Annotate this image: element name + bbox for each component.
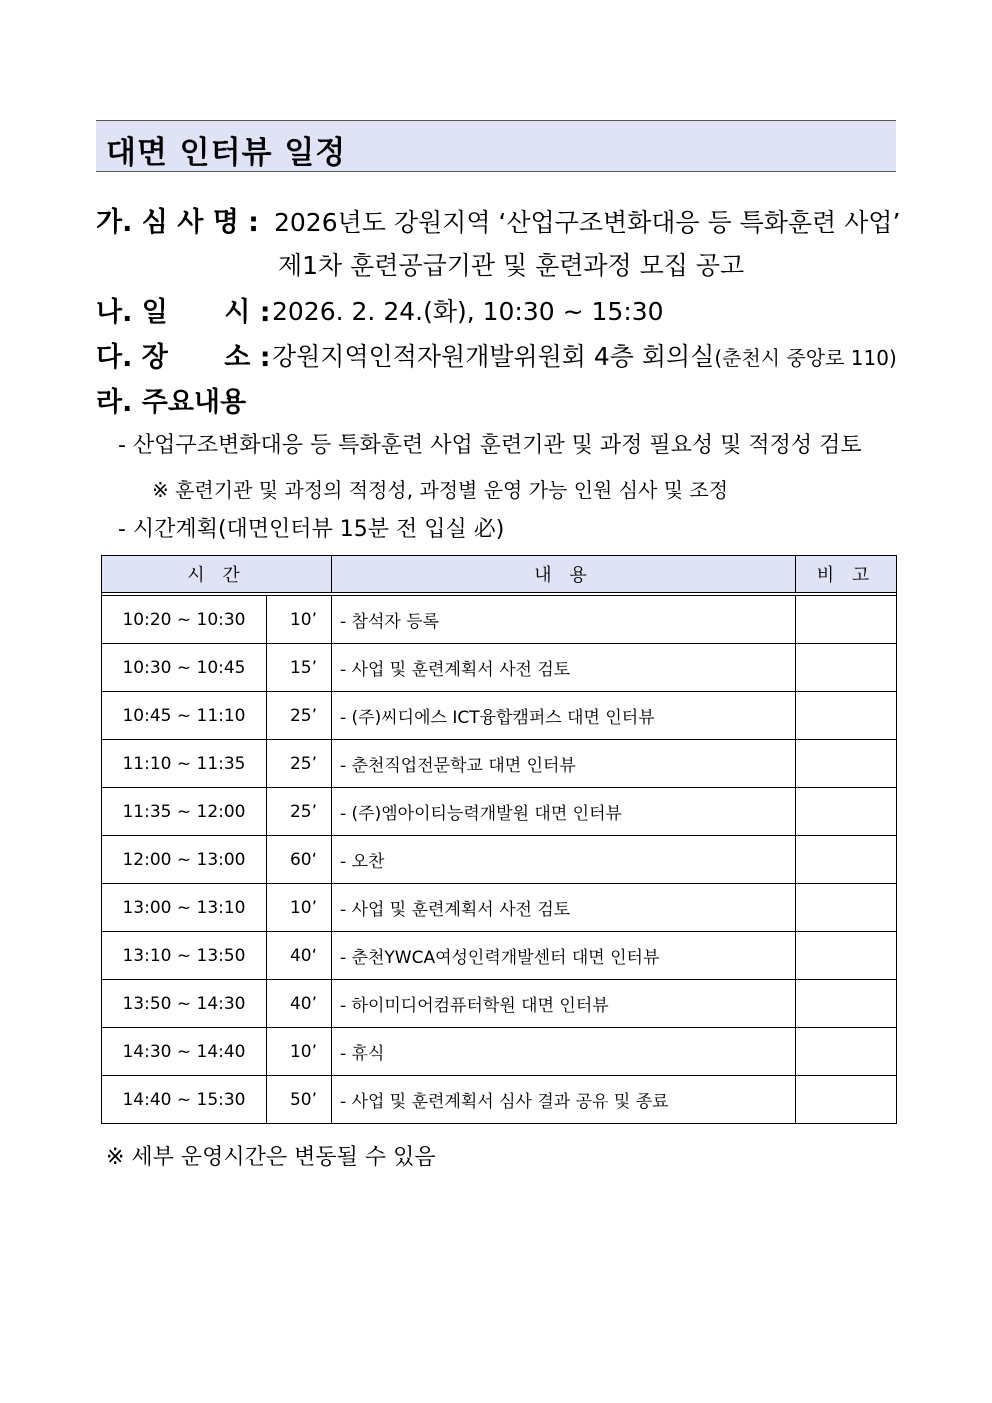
row-duration: 40‘ — [267, 932, 332, 980]
table-row — [102, 644, 897, 692]
row-time: 10:45 ~ 11:10 — [102, 692, 267, 740]
row-time: 11:35 ~ 12:00 — [102, 788, 267, 836]
footnote: ※ 세부 운영시간은 변동될 수 있음 — [106, 1145, 436, 1170]
item-c-label: 다. 장 소 : — [96, 342, 271, 373]
row-time: 10:20 ~ 10:30 — [102, 596, 267, 644]
header-time: 시 간 — [102, 556, 332, 593]
table-row — [102, 788, 897, 836]
row-content: - 춘천YWCA여성인력개발센터 대면 인터뷰 — [332, 932, 796, 980]
row-duration: 10’ — [267, 884, 332, 932]
item-c-value: 강원지역인적자원개발위원회 4층 회의실(춘천시 중앙로 110) — [272, 342, 897, 371]
row-content: - 사업 및 훈련계획서 심사 결과 공유 및 종료 — [332, 1076, 796, 1124]
row-time: 14:30 ~ 14:40 — [102, 1028, 267, 1076]
row-duration: 15’ — [267, 644, 332, 692]
row-time: 13:10 ~ 13:50 — [102, 932, 267, 980]
item-a-value-line2: 제1차 훈련공급기관 및 훈련과정 모집 공고 — [278, 251, 745, 280]
item-a-value-line1: 2026년도 강원지역 ‘산업구조변화대응 등 특화훈련 사업’ — [274, 208, 901, 237]
heading-bar — [96, 120, 896, 172]
row-content: - 휴식 — [332, 1028, 796, 1076]
row-duration: 40’ — [267, 980, 332, 1028]
row-remark — [796, 740, 897, 788]
item-b — [96, 290, 271, 329]
row-time: 11:10 ~ 11:35 — [102, 740, 267, 788]
table-row — [102, 836, 897, 884]
row-remark — [796, 932, 897, 980]
table-row — [102, 740, 897, 788]
row-duration: 10’ — [267, 1028, 332, 1076]
row-duration: 25’ — [267, 788, 332, 836]
row-remark — [796, 596, 897, 644]
header-content: 내 용 — [332, 556, 796, 593]
item-b-value: 2026. 2. 24.(화), 10:30 ~ 15:30 — [272, 297, 664, 326]
row-content: - 오찬 — [332, 836, 796, 884]
row-duration: 25’ — [267, 740, 332, 788]
table-row — [102, 692, 897, 740]
row-time: 14:40 ~ 15:30 — [102, 1076, 267, 1124]
row-duration: 50’ — [267, 1076, 332, 1124]
table-row — [102, 1076, 897, 1124]
item-c-address: (춘천시 중앙로 110) — [714, 346, 897, 370]
item-d-note: ※ 훈련기관 및 과정의 적정성, 과정별 운영 가능 인원 심사 및 조정 — [152, 478, 729, 502]
item-d-label: 라. 주요내용 — [96, 387, 247, 418]
table-row — [102, 980, 897, 1028]
schedule-table — [101, 555, 897, 1124]
row-content: - 춘천직업전문학교 대면 인터뷰 — [332, 740, 796, 788]
item-c — [96, 335, 271, 374]
item-d-bullet-1: - 산업구조변화대응 등 특화훈련 사업 훈련기관 및 과정 필요성 및 적정성 검토 — [118, 433, 862, 458]
row-duration: 25’ — [267, 692, 332, 740]
row-remark — [796, 644, 897, 692]
row-time: 12:00 ~ 13:00 — [102, 836, 267, 884]
row-remark — [796, 788, 897, 836]
row-remark — [796, 884, 897, 932]
row-remark — [796, 1028, 897, 1076]
row-remark — [796, 980, 897, 1028]
row-content: - 사업 및 훈련계획서 사전 검토 — [332, 644, 796, 692]
table-row — [102, 884, 897, 932]
row-time: 13:00 ~ 13:10 — [102, 884, 267, 932]
row-remark — [796, 836, 897, 884]
table-row — [102, 932, 897, 980]
item-d — [96, 380, 246, 419]
page-title: 대면 인터뷰 일정 — [106, 135, 347, 171]
row-time: 10:30 ~ 10:45 — [102, 644, 267, 692]
row-content: - (주)씨디에스 ICT융합캠퍼스 대면 인터뷰 — [332, 692, 796, 740]
row-content: - 하이미디어컴퓨터학원 대면 인터뷰 — [332, 980, 796, 1028]
item-b-label: 나. 일 시 : — [96, 297, 271, 328]
table-row — [102, 1028, 897, 1076]
row-duration: 10’ — [267, 596, 332, 644]
row-remark — [796, 1076, 897, 1124]
row-content: - 사업 및 훈련계획서 사전 검토 — [332, 884, 796, 932]
table-header-row — [102, 556, 897, 593]
table-row — [102, 596, 897, 644]
row-remark — [796, 692, 897, 740]
row-content: - (주)엠아이티능력개발원 대면 인터뷰 — [332, 788, 796, 836]
row-duration: 60‘ — [267, 836, 332, 884]
row-content: - 참석자 등록 — [332, 596, 796, 644]
item-a — [96, 200, 259, 239]
item-d-bullet-2: - 시간계획(대면인터뷰 15분 전 입실 必) — [118, 517, 505, 542]
header-remark: 비 고 — [796, 556, 897, 593]
item-a-label: 가. 심 사 명 : — [96, 207, 259, 238]
row-time: 13:50 ~ 14:30 — [102, 980, 267, 1028]
